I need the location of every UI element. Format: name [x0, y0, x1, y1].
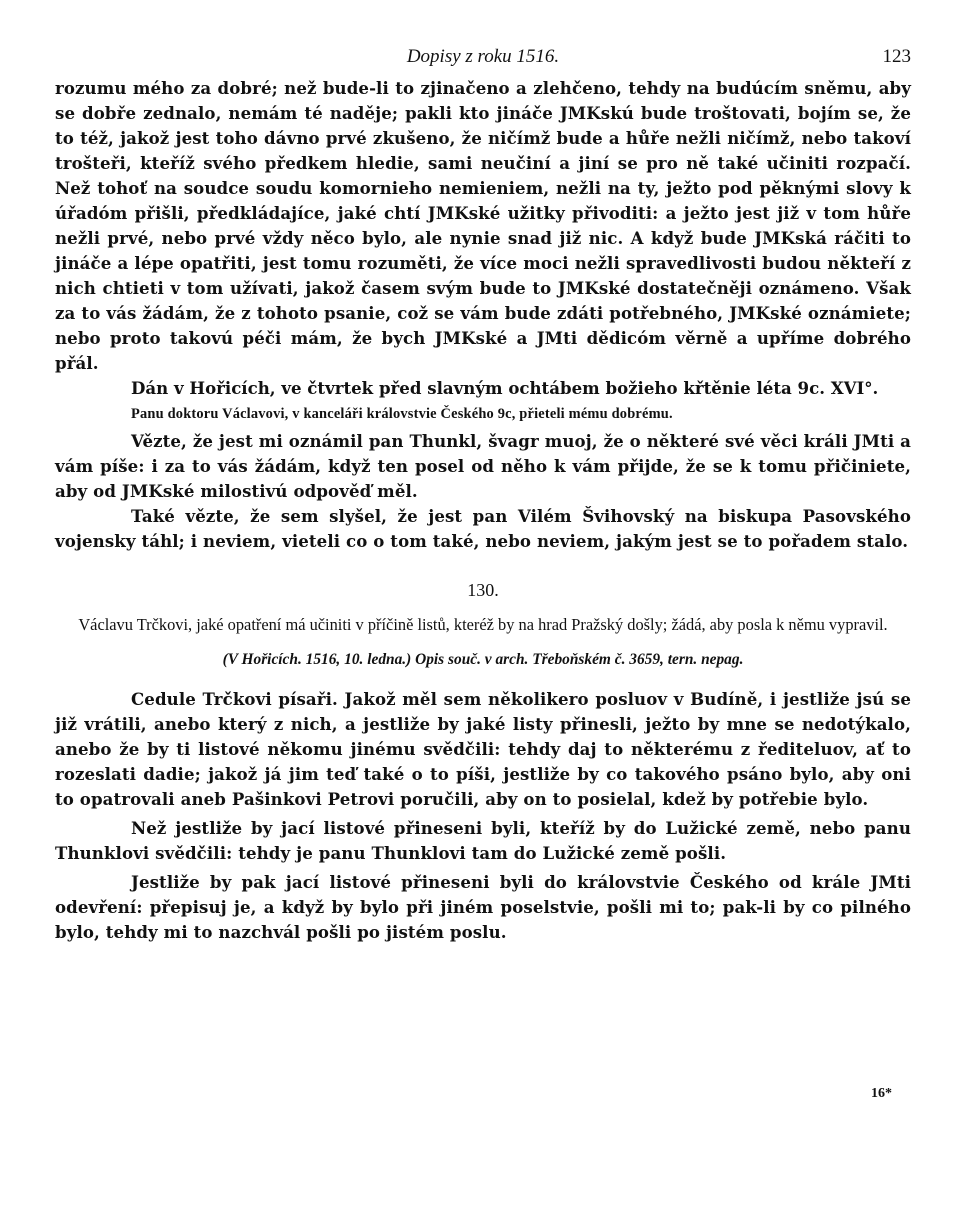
- enclosure-paragraph-2: Také vězte, že sem slyšel, že jest pan Vilém Švihovský na biskupa Pasovského vojensky táhl; i neviem, vieteli co o tom také, nebo neviem, jakým jest se to pořadem stalo.: [55, 506, 911, 551]
- document-number: 130.: [467, 580, 499, 600]
- running-title: Dopisy z roku 1516.: [406, 46, 560, 67]
- letter-end-paragraph: rozumu mého za dobré; než bude-li to zjinačeno a zlehčeno, tehdy na budúcím sněmu, aby se dobře zednalo, nemám té naděje; pakli kto jináče JMKskú bude troštovati, bojím se, že to též, jakož jest toho dávno prvé zkušeno, že ničímž bude a hůře nežli ničímž, nebo takoví trošteři, kteříž svého předkem hledie, sami neučiní a jiní se pro ně také učiniti rozpačí. Než tohoť na soudce soudu komornieho nemieniem, nežli na ty, ježto pod pěknými slovy k úřadóm přišli, předkládajíce, jaké chtí JMKské užitky přivoditi: a ježto jest již v tom hůře nežli prvé, nebo prvé vždy něco bylo, ale nynie snad již nic. A když bude JMKská ráčiti to jináče a lépe opatřiti, jest tomu rozuměti, že více moci nežli spravedlivosti budou někteří z nich chtieti v tom užívati, jakož časem svým bude to JMKské dostatečněji oznámeno. Však za to vás žádám, že z tohoto psanie, což se vám bude zdáti potřebného, JMKské oznámiete; nebo proto takovú péči mám, že bych JMKské a JMti dědicóm věrně a upříme dobrého přál.: [55, 78, 911, 373]
- enclosure-paragraph-1: Vězte, že jest mi oznámil pan Thunkl, švagr muoj, že o některé své věci králi JMti a vám píše: i za to vás žádám, když ten posel od něho k vám přijde, že se k tomu přičiniete, aby od JMKské milostivú odpověď měl.: [55, 431, 911, 501]
- document-paragraph-3: Jestliže by pak jací listové přineseni byli do královstvie Českého od krále JMti odevření: přepisuj je, a když by bylo při jiném poselstvie, pošli mi to; pak-li by co pilného bylo, tehdy mi to nazchvál pošli po jistém poslu.: [55, 872, 911, 942]
- letter-dating: Dán v Hořicích, ve čtvrtek před slavným ochtábem božieho křtěnie léta 9c. XVI°.: [131, 378, 879, 398]
- running-head: [55, 44, 911, 76]
- document-paragraph-2: Než jestliže by jací listové přineseni byli, kteříž by do Lužické země, nebo panu Thunklovi svědčili: tehdy je panu Thunklovi tam do Lužické země pošli.: [55, 818, 911, 863]
- document-regest: Václavu Trčkovi, jaké opatření má učiniti v příčině listů, kteréž by na hrad Pražský došly; žádá, aby posla k němu vypravil.: [78, 615, 888, 634]
- letter-address: Panu doktoru Václavovi, v kanceláři královstvie Českého 9c, přieteli mému dobrému.: [131, 406, 673, 422]
- signature-mark: 16*: [871, 1086, 892, 1101]
- document-source-note: (V Hořicích. 1516, 10. ledna.) Opis souč. v arch. Třeboňském č. 3659, tern. nepag.: [222, 651, 744, 668]
- book-page: [55, 44, 911, 945]
- document-paragraph-1: Cedule Trčkovi písaři. Jakož měl sem několikero posluov v Budíně, i jestliže jsú se již vrátili, anebo který z nich, a jestliže by jaké listy přinesli, ježto by mne se nedotýkalo, anebo že by ti listové někomu jinému svědčili: tehdy daj to některému z řediteluov, ať to rozeslati dadie; jakož já jim teď také o to píši, jestliže by co takového psáno bylo, aby oni to opatrovali aneb Pašinkovi Petrovi poručili, aby on to posielal, kdež by potřebie bylo.: [55, 689, 911, 809]
- page-number: 123: [882, 46, 911, 67]
